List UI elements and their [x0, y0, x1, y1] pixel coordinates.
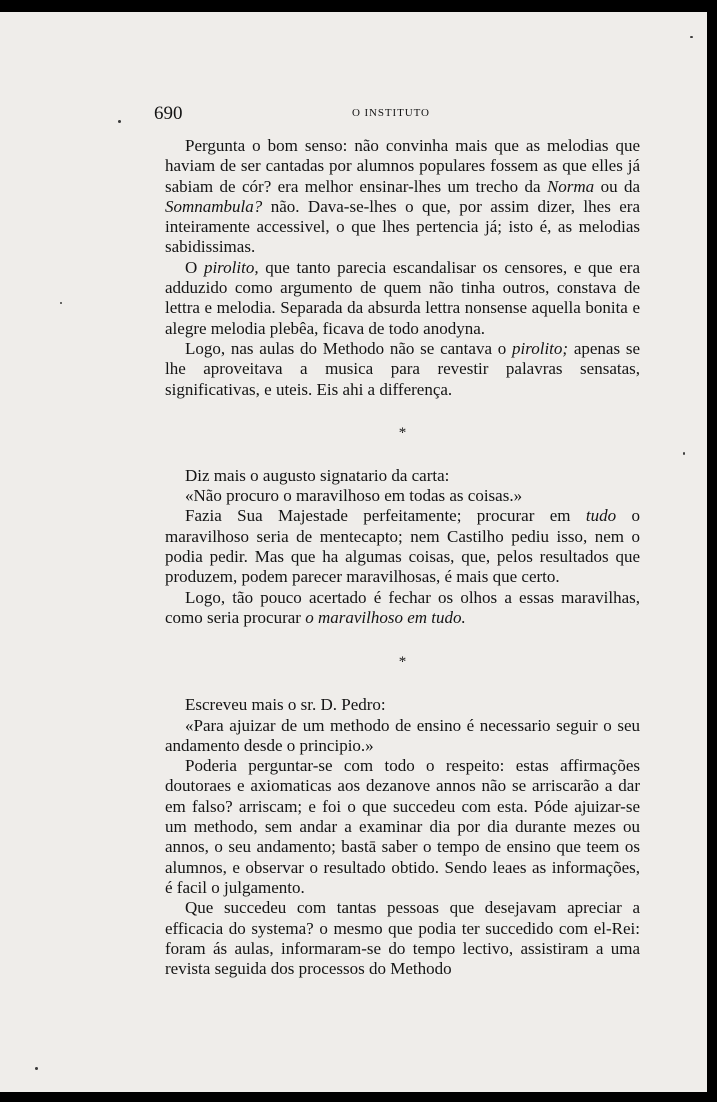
paragraph: Diz mais o augusto signatario da carta: — [185, 465, 450, 485]
paragraph: Que succedeu com tantas pessoas que desejavam apreciar a efficacia do systema? o mesmo que podia ter succedido com el-Rei: foram ás aulas, informaram-se do tempo lectivo, assistiram a uma revista seguida dos processos do Methodo — [165, 898, 640, 979]
paragraph: Fazia Sua Majestade perfeitamente; procurar em tudo o maravilhoso seria de mentecapto; nem Castilho pediu isso, nem o podia pedir. Mas que ha algumas coisas, que, pelos resultados que produzem, podem parecer maravilhosas, é mais que certo. — [165, 506, 641, 587]
paragraph: Logo, nas aulas do Methodo não se cantava o pirolito; apenas se lhe aproveitava a musica para revestir palavras sensatas, significativas, e uteis. Eis ahi a differença. — [165, 338, 640, 399]
paragraph: Poderia perguntar-se com todo o respeito: estas affirmações doutoraes e axiomaticas aos dezanove annos não se arriscarão a dar em falso? arriscam; e foi o que succedeu com esta. Póde ajuizar-se um methodo, sem andar a examinar dia por dia durante mezes ou annos, o seu andamento; bastā saber o tempo de ensino que teem os alumnos, e observar o resultado obtido. Sendo leaes as informações, é facil o julgamento. — [165, 756, 640, 897]
scan-speck — [35, 1067, 38, 1070]
section-separator: * — [398, 424, 407, 441]
quotation: «Para ajuizar de um methodo de ensino é necessario seguir o seu andamento desde o principio.» — [165, 715, 640, 755]
paragraph: Pergunta o bom senso: não convinha mais que as melodias que haviam de ser cantadas por alumnos populares fossem as que elles já sabiam de cór? era melhor ensinar-lhes um trecho da Norma ou da Somnambula? não. Dava-se-lhes o que, por assim dizer, lhes era inteiramente accessivel, o que lhes pertencia já; isto é, as melodias sabidissimas. — [165, 136, 641, 257]
scan-speck — [60, 302, 62, 304]
page-header — [150, 97, 650, 127]
paragraph: O pirolito, que tanto parecia escandalisar os censores, e que era adduzido como argumento de quem não tinha outros, constava de lettra e melodia. Separada da absurda lettra nonsense aquella bonita e alegre melodia plebêa, ficava de todo anodyna. — [165, 257, 641, 338]
page-number: 690 — [154, 103, 183, 124]
running-title: O INSTITUTO — [352, 107, 430, 119]
section-separator: * — [398, 654, 407, 671]
scan-speck — [683, 452, 685, 455]
scan-speck — [118, 120, 121, 123]
quotation: «Não procuro o maravilhoso em todas as coisas.» — [185, 486, 523, 506]
paragraph: Escreveu mais o sr. D. Pedro: — [185, 695, 386, 715]
page-body — [165, 136, 640, 979]
scan-speck — [690, 36, 693, 38]
paragraph: Logo, tão pouco acertado é fechar os olhos a essas maravilhas, como seria procurar o maravilhoso em tudo. — [165, 587, 640, 627]
